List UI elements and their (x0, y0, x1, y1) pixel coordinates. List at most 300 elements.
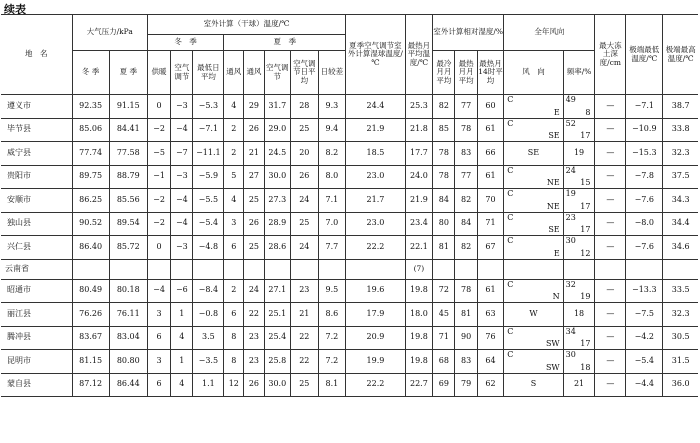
cell-rhc: 80 (433, 212, 455, 236)
cell-heat: −4 (147, 279, 170, 303)
cell-acs: 25.8 (264, 350, 291, 374)
cell-emax: 34.4 (663, 212, 698, 236)
cell-vw: 4 (224, 189, 244, 213)
province-empty (244, 259, 264, 279)
cell-vw: 2 (224, 118, 244, 142)
cell-emin: −13.3 (626, 279, 663, 303)
header-hottest-month-monthly: 最热月月平均 (455, 51, 477, 95)
table-row (1, 142, 698, 166)
cell-emin: −4.4 (626, 373, 663, 397)
cell-vs: 26 (244, 118, 264, 142)
table-row (1, 118, 698, 142)
cell-rh14: 64 (477, 350, 504, 374)
cell-ps: 84.41 (109, 118, 147, 142)
station-name: 蒙自县 (1, 373, 72, 397)
cell-heat: −5 (147, 142, 170, 166)
cell-acs: 27.3 (264, 189, 291, 213)
wind-direction: SE (548, 225, 560, 235)
province-empty (193, 259, 224, 279)
cell-hot: 19.8 (405, 326, 433, 350)
wind-calm-mark: C (507, 279, 514, 289)
cell-emin: −8.0 (626, 212, 663, 236)
cell-rhc: 72 (433, 279, 455, 303)
province-empty (563, 259, 595, 279)
cell-hot: 22.1 (405, 236, 433, 260)
wind-direction: SE (548, 131, 560, 141)
cell-pw: 90.52 (72, 212, 109, 236)
cell-hot: 21.9 (405, 189, 433, 213)
climate-data-table (1, 14, 698, 397)
cell-vw: 8 (224, 326, 244, 350)
cell-wind-direction (504, 95, 563, 119)
cell-emin: −5.4 (626, 350, 663, 374)
cell-emin: −7.6 (626, 236, 663, 260)
province-empty (147, 259, 170, 279)
cell-heat: −2 (147, 212, 170, 236)
wind-direction: E (553, 107, 560, 117)
header-heating: 供暖 (147, 51, 170, 95)
cell-minavg: −4.8 (193, 236, 224, 260)
header-site: 地 名 (1, 15, 72, 95)
cell-heat: −2 (147, 189, 170, 213)
cell-ps: 85.56 (109, 189, 147, 213)
cell-vs: 27 (244, 165, 264, 189)
cell-frequency (563, 118, 595, 142)
wind-calm-mark: C (507, 165, 514, 175)
wind-direction: NE (546, 178, 560, 188)
cell-pw: 76.26 (72, 303, 109, 327)
province-empty (346, 259, 405, 279)
cell-emax: 30.5 (663, 326, 698, 350)
cell-rh14: 67 (477, 236, 504, 260)
cell-wind-direction (504, 118, 563, 142)
cell-frost: — (595, 236, 626, 260)
cell-minavg: −5.4 (193, 212, 224, 236)
cell-emin: −10.9 (626, 118, 663, 142)
table-row (1, 279, 698, 303)
cell-dr: 7.0 (318, 212, 346, 236)
frequency-calm: 32 (565, 279, 576, 289)
cell-rhc: 45 (433, 303, 455, 327)
header-vent-summer: 通风 (244, 51, 264, 95)
cell-vw: 2 (224, 142, 244, 166)
cell-acd: 22 (291, 326, 319, 350)
frequency-direction: 19 (573, 147, 585, 157)
wind-calm-mark: C (507, 118, 514, 128)
cell-emin: −7.5 (626, 303, 663, 327)
station-name: 毕节县 (1, 118, 72, 142)
header-pressure-winter: 冬 季 (72, 51, 109, 95)
header-vent-winter: 通风 (224, 51, 244, 95)
cell-rhh: 83 (455, 142, 477, 166)
cell-acs: 28.9 (264, 212, 291, 236)
cell-emax: 37.5 (663, 165, 698, 189)
frequency-direction: 17 (580, 131, 591, 141)
wind-direction: N (552, 292, 560, 302)
header-ac-winter: 空气调节 (171, 51, 193, 95)
cell-ps: 83.04 (109, 326, 147, 350)
frequency-direction: 18 (573, 308, 585, 318)
cell-frequency (563, 165, 595, 189)
cell-frost: — (595, 279, 626, 303)
cell-vw: 6 (224, 303, 244, 327)
frequency-direction: 8 (585, 107, 591, 117)
cell-wind-direction (504, 303, 563, 327)
cell-emin: −15.3 (626, 142, 663, 166)
province-empty (595, 259, 626, 279)
cell-dr: 7.2 (318, 350, 346, 374)
cell-acw: −7 (171, 142, 193, 166)
cell-minavg: −11.1 (193, 142, 224, 166)
cell-wind-direction (504, 236, 563, 260)
header-pressure-summer: 夏 季 (109, 51, 147, 95)
cell-hot: 22.7 (405, 373, 433, 397)
cell-acd: 22 (291, 350, 319, 374)
cell-dr: 8.2 (318, 142, 346, 166)
cell-frequency (563, 350, 595, 374)
cell-frost: — (595, 118, 626, 142)
cell-ps: 76.11 (109, 303, 147, 327)
cell-vs: 21 (244, 142, 264, 166)
header-daily-range: 日较差 (318, 51, 346, 95)
cell-vs: 22 (244, 303, 264, 327)
cell-pw: 81.15 (72, 350, 109, 374)
cell-wb: 23.0 (346, 212, 405, 236)
cell-heat: 3 (147, 350, 170, 374)
header-hottest-month-avg: 最热月平均温度/℃ (405, 15, 433, 95)
cell-rhh: 81 (455, 303, 477, 327)
cell-wind-direction (504, 279, 563, 303)
station-name: 昭通市 (1, 279, 72, 303)
cell-pw: 89.75 (72, 165, 109, 189)
cell-pw: 86.25 (72, 189, 109, 213)
province-empty (663, 259, 698, 279)
cell-acd: 28 (291, 95, 319, 119)
cell-rhh: 77 (455, 165, 477, 189)
cell-frequency (563, 95, 595, 119)
cell-ps: 91.15 (109, 95, 147, 119)
cell-wb: 24.4 (346, 95, 405, 119)
station-name: 兴仁县 (1, 236, 72, 260)
table-row (1, 350, 698, 374)
cell-dr: 8.0 (318, 165, 346, 189)
cell-frost: — (595, 95, 626, 119)
station-name: 昆明市 (1, 350, 72, 374)
cell-pw: 87.12 (72, 373, 109, 397)
cell-vs: 25 (244, 189, 264, 213)
cell-frost: — (595, 350, 626, 374)
cell-wind-direction (504, 373, 563, 397)
cell-vs: 23 (244, 350, 264, 374)
wind-direction: E (553, 248, 560, 258)
cell-rhc: 68 (433, 350, 455, 374)
cell-hot: 24.0 (405, 165, 433, 189)
frequency-calm: 34 (565, 326, 576, 336)
province-empty (171, 259, 193, 279)
cell-rhc: 78 (433, 142, 455, 166)
cell-dr: 7.7 (318, 236, 346, 260)
province-empty (224, 259, 244, 279)
wind-direction: W (529, 308, 538, 318)
header-winter: 冬 季 (147, 35, 223, 51)
cell-rh14: 76 (477, 326, 504, 350)
cell-acs: 24.5 (264, 142, 291, 166)
cell-wind-direction (504, 142, 563, 166)
frequency-direction: 19 (580, 292, 591, 302)
cell-emax: 31.5 (663, 350, 698, 374)
cell-heat: 0 (147, 236, 170, 260)
cell-acd: 24 (291, 189, 319, 213)
cell-rhh: 90 (455, 326, 477, 350)
cell-vs: 26 (244, 373, 264, 397)
cell-pw: 92.35 (72, 95, 109, 119)
table-caption: 续表 (4, 3, 26, 16)
cell-acw: 1 (171, 303, 193, 327)
cell-rhc: 85 (433, 118, 455, 142)
cell-dr: 9.3 (318, 95, 346, 119)
cell-wb: 19.6 (346, 279, 405, 303)
wind-calm-mark: C (507, 350, 514, 359)
frequency-direction: 12 (580, 248, 591, 258)
cell-rh14: 61 (477, 165, 504, 189)
cell-dr: 8.6 (318, 303, 346, 327)
cell-heat: 6 (147, 373, 170, 397)
cell-emin: −7.6 (626, 189, 663, 213)
cell-rh14: 71 (477, 212, 504, 236)
cell-heat: −1 (147, 165, 170, 189)
cell-rhh: 77 (455, 95, 477, 119)
cell-emax: 34.6 (663, 236, 698, 260)
cell-hot: 18.0 (405, 303, 433, 327)
frequency-calm: 23 (565, 212, 576, 222)
cell-wb: 20.9 (346, 326, 405, 350)
province-empty (504, 259, 563, 279)
header-min-daily: 最低日平均 (193, 51, 224, 95)
header-wind-direction: 风 向 (504, 51, 563, 95)
frequency-direction: 15 (580, 178, 591, 188)
cell-rhc: 81 (433, 236, 455, 260)
header-summer: 夏 季 (224, 35, 346, 51)
header-ac-daily-avg: 空气调节日平均 (291, 51, 319, 95)
cell-ps: 89.54 (109, 212, 147, 236)
cell-minavg: −3.5 (193, 350, 224, 374)
cell-ps: 80.80 (109, 350, 147, 374)
wind-calm-mark: C (507, 236, 514, 245)
cell-acs: 30.0 (264, 373, 291, 397)
cell-frost: — (595, 303, 626, 327)
header-annual-wind: 全年风向 (504, 15, 595, 51)
cell-frost: — (595, 142, 626, 166)
cell-frequency (563, 212, 595, 236)
cell-acw: −4 (171, 212, 193, 236)
cell-dr: 9.5 (318, 279, 346, 303)
cell-emin: −7.1 (626, 95, 663, 119)
cell-emin: −7.8 (626, 165, 663, 189)
frequency-calm: 24 (565, 165, 576, 175)
cell-frequency (563, 279, 595, 303)
cell-acd: 26 (291, 165, 319, 189)
cell-vw: 5 (224, 165, 244, 189)
cell-rhh: 84 (455, 212, 477, 236)
frequency-direction: 17 (580, 201, 591, 211)
cell-wb: 23.0 (346, 165, 405, 189)
cell-acd: 23 (291, 279, 319, 303)
cell-frequency (563, 326, 595, 350)
cell-acd: 25 (291, 212, 319, 236)
cell-emax: 34.3 (663, 189, 698, 213)
cell-rhc: 84 (433, 189, 455, 213)
wind-calm-mark: C (507, 326, 514, 336)
table-row (1, 303, 698, 327)
wind-direction: S (530, 379, 537, 389)
cell-acw: 4 (171, 326, 193, 350)
header-extreme-max: 极端最高温度/℃ (663, 15, 698, 95)
frequency-direction: 17 (580, 225, 591, 235)
cell-frost: — (595, 212, 626, 236)
cell-wind-direction (504, 350, 563, 374)
station-name: 腾冲县 (1, 326, 72, 350)
cell-dr: 9.4 (318, 118, 346, 142)
header-coldest-month: 最冷月月平均 (433, 51, 455, 95)
province-empty (72, 259, 109, 279)
cell-frost: — (595, 189, 626, 213)
cell-acs: 30.0 (264, 165, 291, 189)
cell-ps: 85.72 (109, 236, 147, 260)
cell-ps: 88.79 (109, 165, 147, 189)
cell-ps: 77.58 (109, 142, 147, 166)
cell-wb: 18.5 (346, 142, 405, 166)
cell-minavg: 1.1 (193, 373, 224, 397)
province-note: (7) (405, 259, 433, 279)
cell-rh14: 60 (477, 95, 504, 119)
province-empty (455, 259, 477, 279)
cell-rhc: 78 (433, 165, 455, 189)
cell-pw: 80.49 (72, 279, 109, 303)
cell-minavg: −0.8 (193, 303, 224, 327)
cell-vw: 12 (224, 373, 244, 397)
cell-vs: 25 (244, 236, 264, 260)
cell-rh14: 63 (477, 303, 504, 327)
table-row (1, 95, 698, 119)
cell-wind-direction (504, 165, 563, 189)
cell-wind-direction (504, 326, 563, 350)
cell-dr: 7.2 (318, 326, 346, 350)
cell-rhh: 83 (455, 350, 477, 374)
table-row (1, 373, 698, 397)
cell-vw: 2 (224, 279, 244, 303)
table-row (1, 165, 698, 189)
cell-ps: 80.18 (109, 279, 147, 303)
cell-wb: 22.2 (346, 373, 405, 397)
table-row (1, 236, 698, 260)
header-frozen-soil: 最大冻土深度/cm (595, 15, 626, 95)
cell-acw: −3 (171, 165, 193, 189)
header-outdoor-temp: 室外计算（干球）温度/℃ (147, 15, 345, 35)
cell-acd: 20 (291, 142, 319, 166)
province-empty (318, 259, 346, 279)
province-empty (109, 259, 147, 279)
station-name: 安顺市 (1, 189, 72, 213)
wind-direction: SW (545, 339, 560, 349)
cell-rhh: 82 (455, 189, 477, 213)
cell-hot: 19.8 (405, 279, 433, 303)
cell-rh14: 62 (477, 373, 504, 397)
wind-calm-mark: C (507, 189, 514, 198)
cell-frost: — (595, 326, 626, 350)
cell-frequency (563, 189, 595, 213)
cell-rhc: 82 (433, 95, 455, 119)
cell-vw: 6 (224, 236, 244, 260)
table-row (1, 189, 698, 213)
cell-vw: 4 (224, 95, 244, 119)
station-name: 独山县 (1, 212, 72, 236)
cell-acs: 27.1 (264, 279, 291, 303)
header-wet-bulb: 夏季空气调节室外计算湿球温度/℃ (346, 15, 405, 95)
province-empty (264, 259, 291, 279)
cell-hot: 21.8 (405, 118, 433, 142)
cell-frost: — (595, 165, 626, 189)
cell-heat: −2 (147, 118, 170, 142)
header-extreme-min: 极端最低温度/℃ (626, 15, 663, 95)
header-outdoor-rh: 室外计算相对湿度/% (433, 15, 504, 51)
cell-emax: 32.3 (663, 142, 698, 166)
cell-rhh: 78 (455, 118, 477, 142)
cell-hot: 23.4 (405, 212, 433, 236)
cell-emax: 32.3 (663, 303, 698, 327)
cell-frequency (563, 303, 595, 327)
cell-acs: 28.6 (264, 236, 291, 260)
cell-ps: 86.44 (109, 373, 147, 397)
cell-vs: 23 (244, 326, 264, 350)
cell-minavg: −5.5 (193, 189, 224, 213)
station-name: 丽江县 (1, 303, 72, 327)
cell-rhc: 71 (433, 326, 455, 350)
cell-pw: 85.06 (72, 118, 109, 142)
header-frequency: 频率/% (563, 51, 595, 95)
cell-vw: 8 (224, 350, 244, 374)
cell-frost: — (595, 373, 626, 397)
cell-pw: 83.67 (72, 326, 109, 350)
cell-emax: 33.8 (663, 118, 698, 142)
cell-wind-direction (504, 189, 563, 213)
cell-minavg: −5.9 (193, 165, 224, 189)
wind-calm-mark: C (507, 95, 514, 104)
cell-vs: 26 (244, 212, 264, 236)
cell-minavg: −8.4 (193, 279, 224, 303)
cell-pw: 86.40 (72, 236, 109, 260)
cell-heat: 3 (147, 303, 170, 327)
header-pressure: 大气压力/kPa (72, 15, 147, 51)
cell-emin: −4.2 (626, 326, 663, 350)
province-empty (433, 259, 455, 279)
cell-rhh: 82 (455, 236, 477, 260)
station-name: 威宁县 (1, 142, 72, 166)
cell-rh14: 61 (477, 118, 504, 142)
cell-rh14: 70 (477, 189, 504, 213)
cell-acw: −3 (171, 95, 193, 119)
cell-dr: 8.1 (318, 373, 346, 397)
frequency-calm: 19 (565, 189, 576, 198)
wind-direction: NE (546, 201, 560, 211)
cell-acs: 31.7 (264, 95, 291, 119)
frequency-calm: 49 (565, 95, 576, 104)
cell-wb: 21.7 (346, 189, 405, 213)
cell-acw: −4 (171, 189, 193, 213)
cell-acw: 1 (171, 350, 193, 374)
province-empty (477, 259, 504, 279)
cell-acw: 4 (171, 373, 193, 397)
cell-frequency (563, 373, 595, 397)
